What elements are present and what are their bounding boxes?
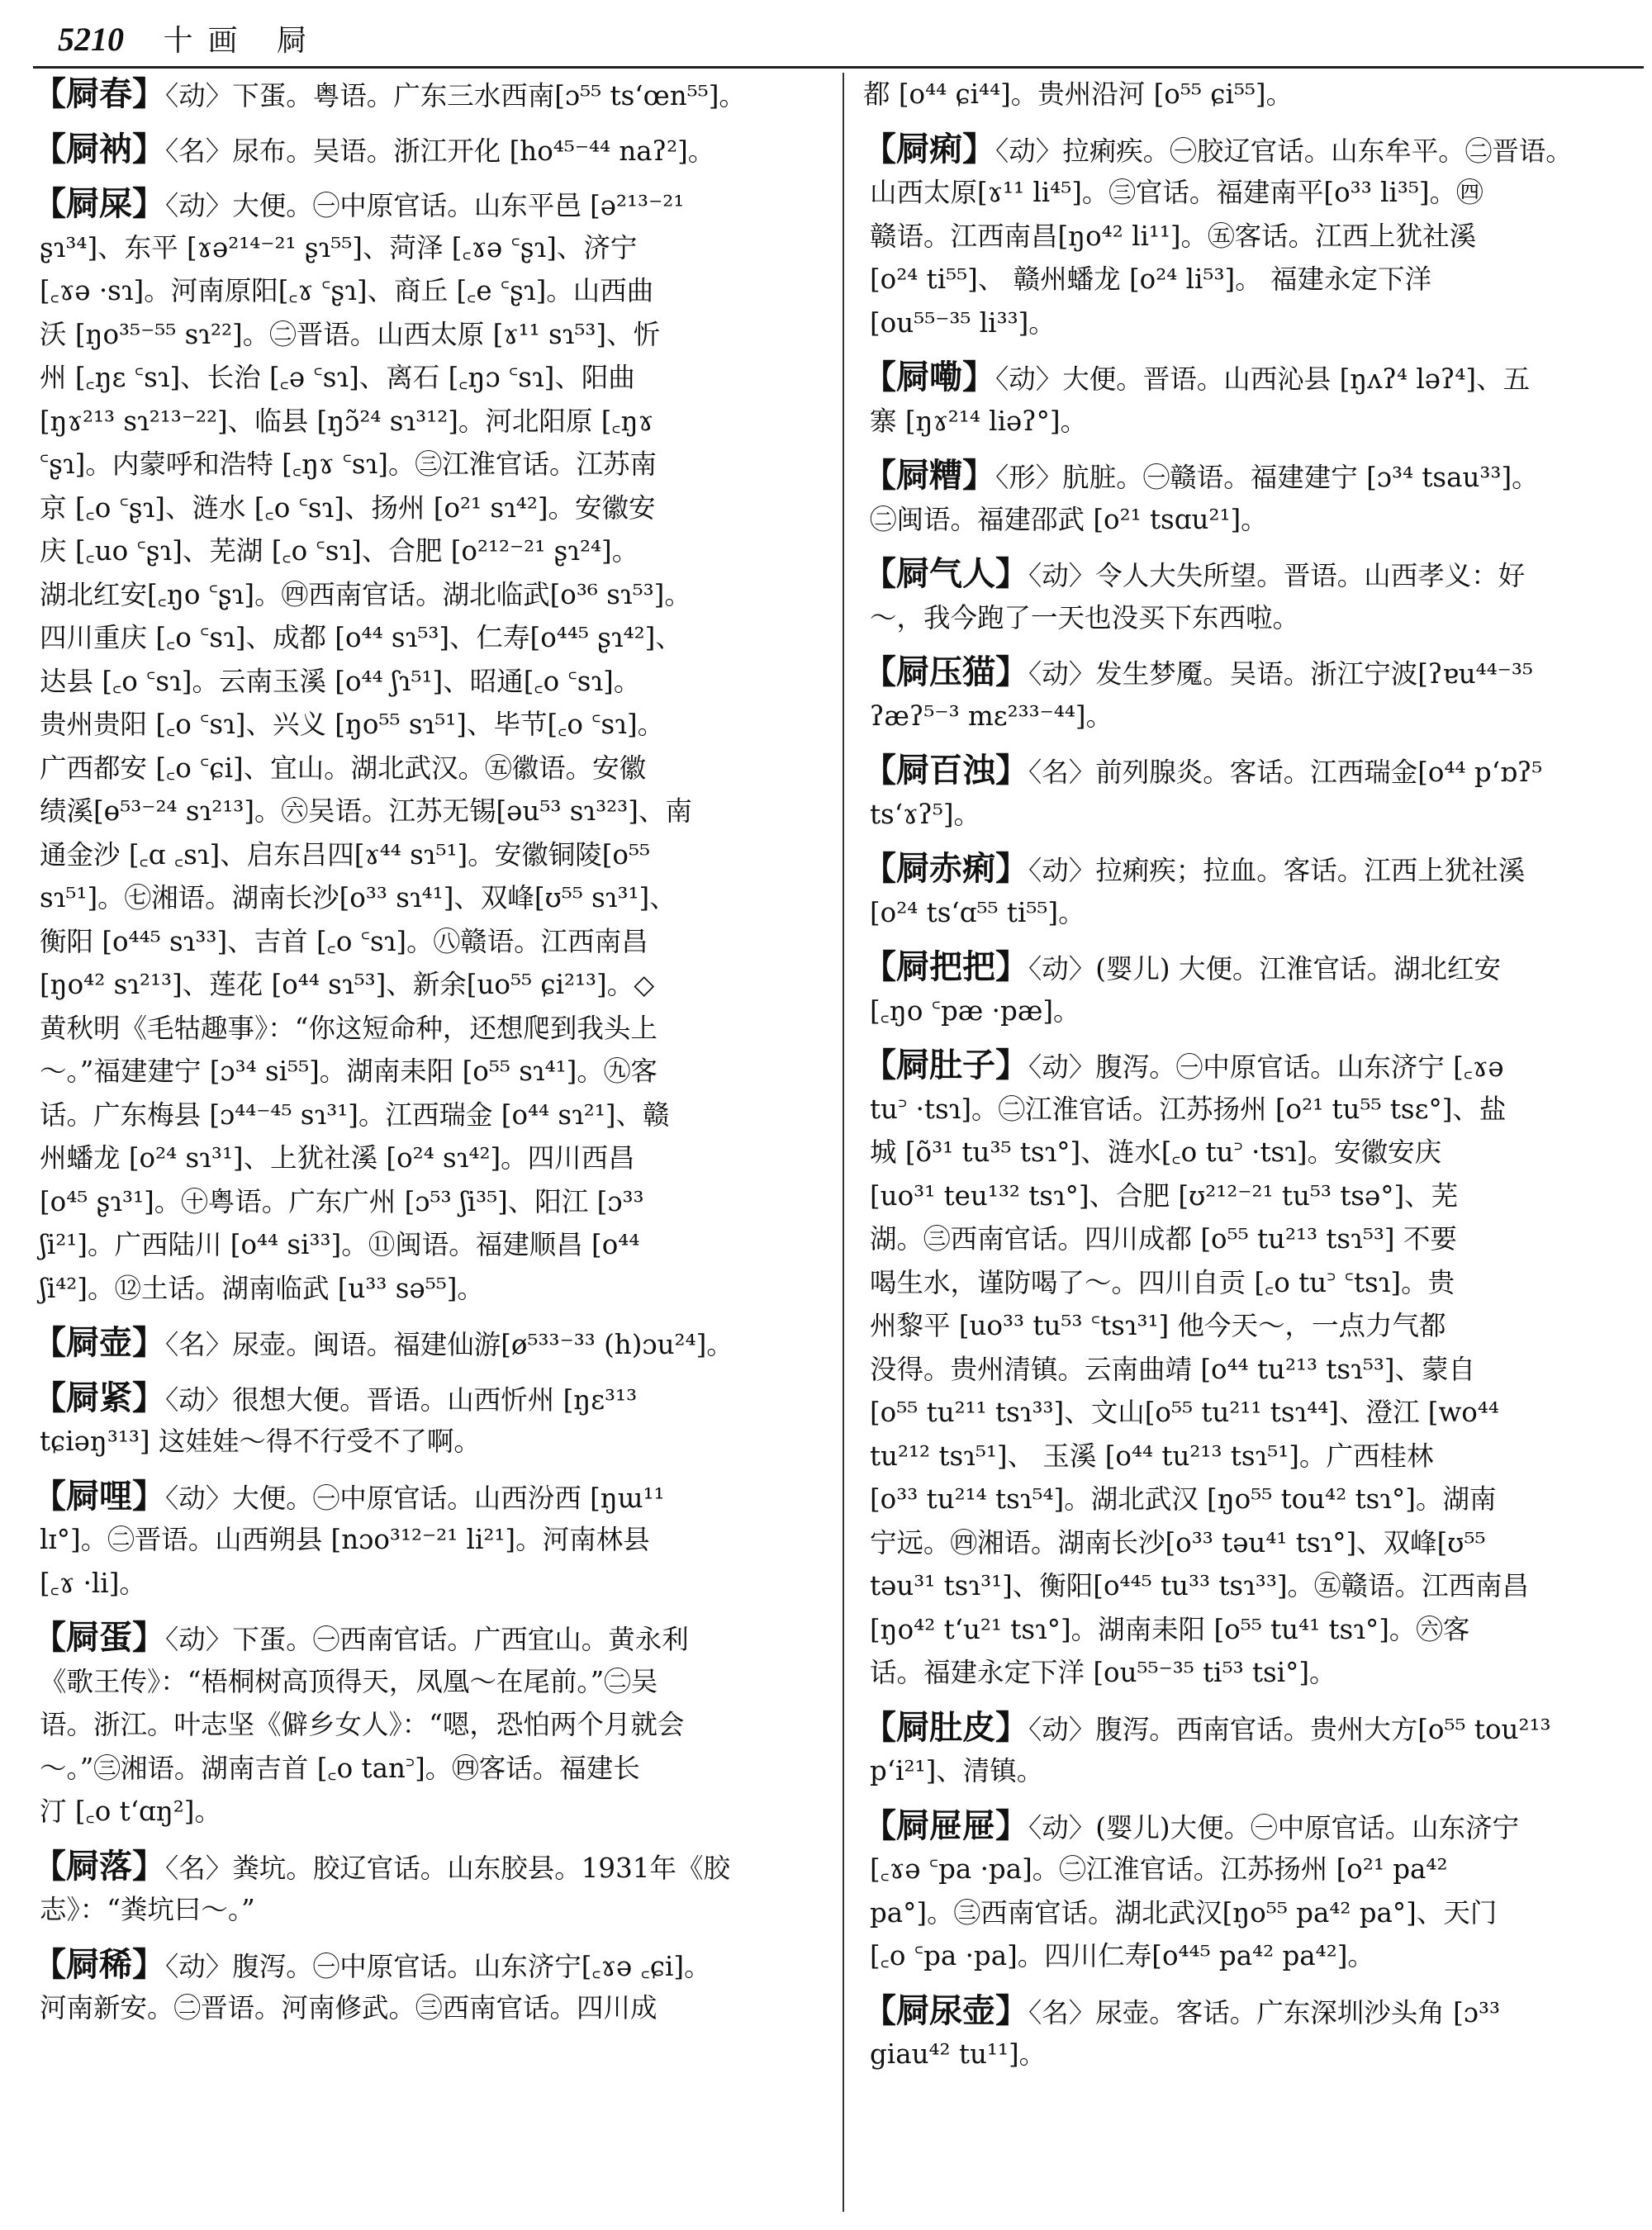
entry-text: 《歌王传》：“梧桐树高顶得天，凤凰～在尾前。”㊁吴 — [40, 1665, 658, 1697]
entry-line — [863, 1217, 1619, 1261]
entry-text: lɪ°]。㊁晋语。山西朔县 [nɔo³¹²⁻²¹ li²¹]。河南林县 — [40, 1524, 650, 1555]
entry-text: 〈动〉发生梦魇。吴语。浙江宁波[ʔɐu⁴⁴⁻³⁵ — [1028, 658, 1533, 690]
entry-line — [863, 1088, 1619, 1132]
section-title: 十画 屙 — [163, 24, 321, 58]
entry-text: [o²⁴ tsʻɑ⁵⁵ ti⁵⁵]。 — [870, 896, 1085, 928]
entry-line — [863, 400, 1619, 444]
entry-line — [33, 1660, 789, 1704]
dictionary-entry — [33, 1321, 789, 1365]
entry-line — [33, 833, 789, 877]
page-header — [58, 15, 1644, 64]
left-column — [33, 73, 789, 2220]
entry-text: [ŋo⁴² tʻu²¹ tsɿ°]。湖南耒阳 [o⁵⁵ tu⁴¹ tsɿ°]。㊅客 — [870, 1613, 1470, 1645]
entry-line — [33, 1094, 789, 1137]
entry-headword: 【屙衲】 — [33, 129, 165, 168]
entry-line — [863, 1521, 1619, 1565]
entry-line — [33, 356, 789, 400]
entry-line — [863, 1805, 1619, 1848]
entry-line — [33, 1007, 789, 1051]
entry-line — [863, 1478, 1619, 1521]
entry-headword: 【屙赤痢】 — [863, 849, 1028, 888]
entry-text: təu³¹ tsɿ³¹]、衡阳[o⁴⁴⁵ tu³³ tsɿ³³]。㊄赣语。江西南昌 — [870, 1570, 1530, 1601]
entry-text: 达县 [꜀o ꜂sɿ]。云南玉溪 [o⁴⁴ ʃɿ⁵¹]、昭通[꜀o ꜂sɿ]。 — [40, 665, 641, 697]
entry-text: 京 [꜀o ꜂ʂɿ]、涟水 [꜀o ꜂sɿ]、扬州 [o²¹ sɿ⁴²]。安徽安 — [40, 491, 656, 524]
entry-line — [863, 301, 1619, 345]
entry-text: 〈动〉(婴儿)大便。㊀中原官话。山东济宁 — [1028, 1811, 1520, 1843]
entry-headword: 【屙壶】 — [33, 1323, 165, 1362]
entry-line — [33, 920, 789, 964]
entry-headword: 【屙肚子】 — [863, 1046, 1028, 1084]
entry-line — [33, 1562, 789, 1606]
entry-headword: 【屙气人】 — [863, 554, 1028, 593]
entry-headword: 【屙压猫】 — [863, 652, 1028, 691]
page-number: 5210 — [58, 21, 124, 58]
entry-headword: 【屙嘞】 — [863, 358, 995, 396]
dictionary-entry — [33, 1943, 789, 2030]
right-column — [863, 73, 1619, 2220]
entry-text: ʃi⁴²]。⑫土话。湖南临武 [u³³ sə⁵⁵]。 — [40, 1272, 484, 1304]
entry-text: 〈形〉肮脏。㊀赣语。福建建宁 [ɔ³⁴ tsau³³]。 — [995, 462, 1539, 493]
entry-line — [33, 1845, 789, 1889]
entry-line — [863, 1749, 1619, 1793]
dictionary-entry — [863, 1706, 1619, 1793]
entry-text: 〈名〉尿壶。闽语。福建仙游[ø⁵³³⁻³³ (h)ɔu²⁴]。 — [165, 1329, 733, 1360]
header-rule — [33, 66, 1644, 69]
entry-headword: 【屙落】 — [33, 1846, 165, 1886]
entry-line — [863, 1174, 1619, 1218]
entry-line — [863, 1990, 1619, 2033]
entry-line — [33, 486, 789, 530]
entry-text: 都 [o⁴⁴ ɕi⁴⁴]。贵州沿河 [o⁵⁵ ɕi⁵⁵]。 — [863, 78, 1294, 110]
entry-text: 山西太原[ɤ¹¹ li⁴⁵]。㊂官话。福建南平[o³³ li³⁵]。㊃ — [870, 177, 1483, 208]
entry-line — [33, 1888, 789, 1932]
entry-line — [863, 258, 1619, 301]
entry-text: 〈名〉前列腺炎。客话。江西瑞金[o⁴⁴ pʻɒʔ⁵ — [1028, 757, 1543, 788]
column-divider — [843, 73, 844, 2212]
entry-text: tu꜄ ·tsɿ]。㊁江淮官话。江苏扬州 [o²¹ tu⁵⁵ tsɛ°]、盐 — [870, 1093, 1507, 1125]
entry-text: 衡阳 [o⁴⁴⁵ sɿ³³]、吉首 [꜀o ꜂sɿ]。㊇赣语。江西南昌 — [40, 925, 648, 957]
entry-line — [863, 989, 1619, 1033]
entry-text: 〈动〉拉痢疾。㊀胶辽官话。山东牟平。㊁晋语。 — [995, 135, 1573, 167]
dictionary-entry — [33, 73, 789, 116]
entry-line — [863, 651, 1619, 695]
entry-line — [33, 183, 789, 226]
dictionary-entry — [863, 651, 1619, 738]
entry-text: tɕiəŋ³¹³] 这娃娃～得不行受不了啊。 — [40, 1426, 481, 1457]
entry-text: [o³³ tu²¹⁴ tsɿ⁵⁴]。湖北武汉 [ŋo⁵⁵ tou⁴² tsɿ°]。湖南 — [870, 1483, 1497, 1515]
entry-line — [33, 876, 789, 920]
entry-line — [33, 1790, 789, 1834]
entry-line — [863, 73, 1619, 116]
entry-line — [33, 1518, 789, 1562]
entry-text: ㊁闽语。福建邵武 [o²¹ tsɑu²¹]。 — [870, 503, 1268, 535]
entry-headword: 【屙紧】 — [33, 1378, 165, 1417]
entry-text: 〈动〉(婴儿) 大便。江淮官话。湖北红安 — [1028, 953, 1501, 985]
entry-line — [33, 1136, 789, 1180]
entry-text: 绩溪[ɵ⁵³⁻²⁴ sɿ²¹³]。㊅吴语。江苏无锡[əu⁵³ sɿ³²³]、南 — [40, 795, 692, 827]
dictionary-entry — [33, 128, 789, 172]
entry-text: tu²¹² tsɿ⁵¹]、 玉溪 [o⁴⁴ tu²¹³ tsɿ⁵¹]。广西桂林 — [870, 1440, 1434, 1472]
entry-text: 志》：“粪坑曰～。” — [40, 1894, 255, 1925]
entry-line — [33, 703, 789, 747]
dictionary-entry — [33, 1475, 789, 1606]
entry-line — [863, 1706, 1619, 1750]
entry-line — [33, 73, 789, 116]
entry-line — [33, 1475, 789, 1519]
dictionary-entry — [863, 73, 1619, 116]
entry-line — [863, 1261, 1619, 1305]
entry-line — [863, 891, 1619, 935]
entry-text: pa°]。㊂西南官话。湖北武汉[ŋo⁵⁵ pa⁴² pa°]、天门 — [870, 1896, 1498, 1929]
dictionary-entry — [33, 1377, 789, 1464]
entry-text: 庆 [꜀uo ꜂ʂɿ]、芜湖 [꜀o ꜂sɿ]、合肥 [o²¹²⁻²¹ ʂɿ²⁴]。 — [40, 535, 639, 567]
entry-line — [33, 1703, 789, 1747]
entry-line — [863, 356, 1619, 400]
entry-text: 赣语。江西南昌[ŋo⁴² li¹¹]。㊄客话。江西上犹社溪 — [870, 220, 1477, 252]
entry-text: 沃 [ŋo³⁵⁻⁵⁵ sɿ²²]。㊁晋语。山西太原 [ɤ¹¹ sɿ⁵³]、忻 — [40, 318, 661, 350]
entry-line — [863, 793, 1619, 837]
dictionary-entry — [33, 1845, 789, 1932]
entry-headword: 【屙春】 — [33, 74, 165, 113]
entry-line — [33, 1420, 789, 1464]
entry-headword: 【屙屎】 — [33, 184, 165, 223]
entry-text: [o⁴⁵ ʂɿ³¹]。㊉粤语。广东广州 [ɔ⁵³ ʃi³⁵]、阳江 [ɔ³³ — [40, 1185, 644, 1217]
entry-text: 〈动〉下蛋。粤语。广东三水西南[ɔ⁵⁵ tsʻœn⁵⁵]。 — [165, 80, 746, 112]
entry-text: [꜀ɤə ·sɿ]。河南原阳[꜀ɤ ꜂ʂɿ]、商丘 [꜀e ꜂ʂɿ]。山西曲 — [40, 275, 654, 306]
entry-headword: 【屙尿壶】 — [863, 1990, 1028, 2030]
entry-line — [863, 695, 1619, 738]
entry-line — [33, 1747, 789, 1791]
entry-line — [863, 1391, 1619, 1435]
entry-line — [33, 1986, 789, 2030]
dictionary-entry — [863, 749, 1619, 836]
entry-text: 语。浙江。叶志坚《僻乡女人》：“嗯，恐怕两个月就会 — [40, 1709, 685, 1740]
entry-text: [꜀ɤ ·li]。 — [40, 1567, 146, 1599]
entry-text: [ou⁵⁵⁻³⁵ li³³]。 — [870, 306, 1056, 339]
entry-headword: 【屙痢】 — [863, 129, 995, 168]
entry-text: 〈动〉很想大便。晋语。山西忻州 [ŋɛ³¹³ — [165, 1383, 638, 1416]
entry-text: 〈动〉拉痢疾；拉血。客话。江西上犹社溪 — [1028, 855, 1526, 886]
entry-line — [863, 1435, 1619, 1478]
dictionary-entry — [33, 183, 789, 1310]
entry-line — [863, 596, 1619, 640]
entry-line — [33, 529, 789, 573]
entry-line — [33, 1321, 789, 1365]
entry-text: 〈动〉腹泻。西南官话。贵州大方[o⁵⁵ tou²¹³ — [1028, 1713, 1551, 1745]
entry-text: 〈动〉下蛋。㊀西南官话。广西宜山。黄永利 — [165, 1624, 689, 1655]
entry-text: ～，我今跑了一天也没买下东西啦。 — [870, 601, 1300, 633]
entry-line — [33, 790, 789, 833]
entry-line — [33, 1050, 789, 1094]
entry-line — [33, 1223, 789, 1267]
entry-text: sɿ⁵¹]。㊆湘语。湖南长沙[o³³ sɿ⁴¹]、双峰[ʊ⁵⁵ sɿ³¹]、 — [40, 882, 676, 913]
entry-line — [33, 660, 789, 704]
entry-line — [863, 1651, 1619, 1695]
entry-text: [꜀o ꜂pa ·pa]。四川仁寿[o⁴⁴⁵ pa⁴² pa⁴²]。 — [870, 1940, 1374, 1971]
entry-line — [863, 847, 1619, 891]
dictionary-entry — [33, 1616, 789, 1834]
entry-text: ʂɿ³⁴]、东平 [ɤə²¹⁴⁻²¹ ʂɿ⁵⁵]、菏泽 [꜀ɤə ꜂ʂɿ]、济宁 — [40, 231, 638, 263]
entry-text: ʃi²¹]。广西陆川 [o⁴⁴ si³³]。⑪闽语。福建顺昌 [o⁴⁴ — [40, 1229, 640, 1260]
entry-text: 河南新安。㊁晋语。河南修武。㊂西南官话。四川成 — [40, 1992, 657, 2024]
entry-text: 寨 [ŋɤ²¹⁴ liəʔ°]。 — [870, 405, 1088, 437]
entry-line — [863, 749, 1619, 793]
entry-line — [33, 1180, 789, 1224]
entry-headword: 【屙稀】 — [33, 1944, 165, 1984]
entry-text: 汀 [꜀o tʻɑŋ²]。 — [40, 1796, 221, 1827]
entry-line — [863, 2033, 1619, 2076]
entry-text: 〈名〉粪坑。胶辽官话。山东胶县。1931年《胶 — [165, 1852, 730, 1884]
entry-text: 州蟠龙 [o²⁴ sɿ³¹]、上犹社溪 [o²⁴ sɿ⁴²]。四川西昌 — [40, 1142, 635, 1174]
entry-text: 广西都安 [꜀o ꜂ɕi]、宜山。湖北武汉。㊄徽语。安徽 — [40, 752, 647, 784]
entry-line — [33, 443, 789, 486]
dictionary-entry — [863, 847, 1619, 934]
entry-text: 黄秋明《毛牯趣事》：“你这短命种，还想爬到我头上 — [40, 1012, 657, 1044]
entry-line — [863, 454, 1619, 498]
entry-line — [33, 1943, 789, 1987]
entry-text: 〈名〉尿布。吴语。浙江开化 [ho⁴⁵⁻⁴⁴ naʔ²]。 — [165, 135, 715, 167]
entry-line — [863, 946, 1619, 989]
dictionary-entry — [863, 1805, 1619, 1978]
dictionary-entry — [863, 356, 1619, 443]
entry-text: [ŋo⁴² sɿ²¹³]、莲花 [o⁴⁴ sɿ⁵³]、新余[uo⁵⁵ ɕi²¹³]。◇ — [40, 969, 655, 1000]
entry-text: pʻi²¹]、清镇。 — [870, 1755, 1044, 1786]
entry-text: 贵州贵阳 [꜀o ꜂sɿ]、兴义 [ŋo⁵⁵ sɿ⁵¹]、毕节[꜀o ꜂sɿ]。 — [40, 709, 665, 740]
entry-line — [863, 1934, 1619, 1978]
entry-text: ʔæʔ⁵⁻³ mɛ²³³⁻⁴⁴]。 — [870, 700, 1113, 732]
entry-text: [ŋɤ²¹³ sɿ²¹³⁻²²]、临县 [ŋɔ̃²⁴ sɿ³¹²]。河北阳原 [꜀ŋɤ — [40, 405, 653, 437]
entry-line — [33, 313, 789, 357]
entry-headword: 【屙哩】 — [33, 1476, 165, 1516]
entry-line — [33, 1377, 789, 1421]
entry-text: 〈动〉令人大失所望。晋语。山西孝义：好 — [1028, 560, 1526, 591]
entry-text: 〈动〉大便。㊀中原官话。山东平邑 [ə²¹³⁻²¹ — [165, 190, 685, 221]
entry-line — [863, 1304, 1619, 1348]
entry-line — [863, 1848, 1619, 1891]
entry-text: [꜀ŋo ꜂pæ ·pæ]。 — [870, 994, 1080, 1027]
entry-text: [o⁵⁵ tu²¹¹ tsɿ³³]、文山[o⁵⁵ tu²¹¹ tsɿ⁴⁴]、澄江 [wo⁴⁴ — [870, 1397, 1499, 1428]
entry-text: 湖。㊂西南官话。四川成都 [o⁵⁵ tu²¹³ tsɿ⁵³] 不要 — [870, 1223, 1457, 1255]
entry-line — [863, 171, 1619, 215]
entry-line — [863, 1348, 1619, 1392]
entry-text: 州 [꜀ŋɛ ꜂sɿ]、长治 [꜀ə ꜂sɿ]、离石 [꜀ŋɔ ꜂sɿ]、阳曲 — [40, 362, 635, 393]
dictionary-entry — [863, 128, 1619, 345]
entry-text: 四川重庆 [꜀o ꜂sɿ]、成都 [o⁴⁴ sɿ⁵³]、仁寿[o⁴⁴⁵ ʂɿ⁴²]、 — [40, 622, 682, 653]
entry-headword: 【屙糟】 — [863, 456, 995, 495]
entry-text: ꜂ʂɿ]。内蒙呼和浩特 [꜀ŋɤ ꜂sɿ]。㊂江淮官话。江苏南 — [40, 448, 657, 480]
entry-line — [863, 1044, 1619, 1088]
entry-text: 〈动〉大便。㊀中原官话。山西汾西 [ŋɯ¹¹ — [165, 1482, 665, 1514]
entry-headword: 【屙屉屉】 — [863, 1805, 1028, 1845]
entry-text: [꜀ɤə ꜂pa ·pa]。㊁江淮官话。江苏扬州 [o²¹ pa⁴² — [870, 1853, 1448, 1885]
entry-line — [863, 1564, 1619, 1608]
dictionary-entry — [863, 1044, 1619, 1695]
entry-text: 〈动〉腹泻。㊀中原官话。山东济宁[꜀ɤə ꜀ɕi]。 — [165, 1950, 711, 1982]
entry-text: 话。福建永定下洋 [ou⁵⁵⁻³⁵ ti⁵³ tsi°]。 — [870, 1657, 1336, 1688]
entry-line — [33, 400, 789, 444]
entry-line — [863, 553, 1619, 596]
dictionary-entry — [863, 946, 1619, 1032]
entry-line — [33, 963, 789, 1007]
entry-line — [33, 269, 789, 313]
entry-line — [863, 215, 1619, 259]
entry-text: 通金沙 [꜀ɑ ꜀sɿ]、启东吕四[ɤ⁴⁴ sɿ⁵¹]。安徽铜陵[o⁵⁵ — [40, 838, 651, 871]
entry-line — [33, 128, 789, 172]
entry-text: 湖北红安[꜀ŋo ꜂ʂɿ]。㊃西南官话。湖北临武[o³⁶ sɿ⁵³]。 — [40, 578, 691, 610]
entry-headword: 【屙百浊】 — [863, 751, 1028, 790]
entry-text: ～。”福建建宁 [ɔ³⁴ si⁵⁵]。湖南耒阳 [o⁵⁵ sɿ⁴¹]。㊈客 — [40, 1056, 657, 1087]
entry-line — [33, 573, 789, 617]
entry-text: tsʻɤʔ⁵]。 — [870, 798, 981, 830]
entry-headword: 【屙肚皮】 — [863, 1707, 1028, 1747]
dictionary-entry — [863, 553, 1619, 639]
entry-line — [863, 498, 1619, 542]
entry-line — [33, 1616, 789, 1660]
entry-text: [uo³¹ teu¹³² tsɿ°]、合肥 [ʊ²¹²⁻²¹ tu⁵³ tsə°]、芜 — [870, 1179, 1459, 1212]
entry-text: 〈名〉尿壶。客话。广东深圳沙头角 [ɔ³³ — [1028, 1996, 1501, 2028]
entry-line — [863, 1891, 1619, 1935]
entry-text: 〈动〉大便。晋语。山西沁县 [ŋʌʔ⁴ ləʔ⁴]、五 — [995, 363, 1531, 395]
entry-line — [863, 1131, 1619, 1174]
entry-line — [33, 1267, 789, 1311]
entry-text: 没得。贵州清镇。云南曲靖 [o⁴⁴ tu²¹³ tsɿ⁵³]、蒙自 — [870, 1353, 1476, 1385]
entry-text: 州黎平 [uo³³ tu⁵³ ꜂tsɿ³¹] 他今天～，一点力气都 — [870, 1310, 1446, 1341]
entry-text: 〈动〉腹泻。㊀中原官话。山东济宁 [꜀ɤə — [1028, 1051, 1504, 1083]
entry-line — [33, 747, 789, 790]
entry-line — [33, 226, 789, 270]
dictionary-entry — [863, 454, 1619, 541]
entry-headword: 【屙把把】 — [863, 947, 1028, 986]
entry-text: [o²⁴ ti⁵⁵]、 赣州蟠龙 [o²⁴ li⁵³]。 福建永定下洋 — [870, 263, 1431, 295]
entry-line — [863, 1608, 1619, 1652]
entry-headword: 【屙蛋】 — [33, 1618, 165, 1657]
entry-line — [33, 616, 789, 660]
entry-line — [863, 128, 1619, 172]
entry-text: 城 [õ³¹ tu³⁵ tsɿ°]、涟水[꜀o tu꜄ ·tsɿ]。安徽安庆 — [870, 1136, 1442, 1168]
dictionary-entry — [863, 1990, 1619, 2076]
entry-text: ～。”㊂湘语。湖南吉首 [꜀o tan꜄]。㊃客话。福建长 — [40, 1752, 640, 1784]
entry-text: 喝生水，谨防喝了～。四川自贡 [꜀o tu꜄ ꜂tsɿ]。贵 — [870, 1266, 1455, 1298]
entry-text: 话。广东梅县 [ɔ⁴⁴⁻⁴⁵ sɿ³¹]。江西瑞金 [o⁴⁴ sɿ²¹]、赣 — [40, 1098, 670, 1131]
entry-text: giau⁴² tu¹¹]。 — [870, 2038, 1047, 2070]
entry-text: 宁远。㊃湘语。湖南长沙[o³³ təu⁴¹ tsɿ°]、双峰[ʊ⁵⁵ — [870, 1526, 1486, 1559]
